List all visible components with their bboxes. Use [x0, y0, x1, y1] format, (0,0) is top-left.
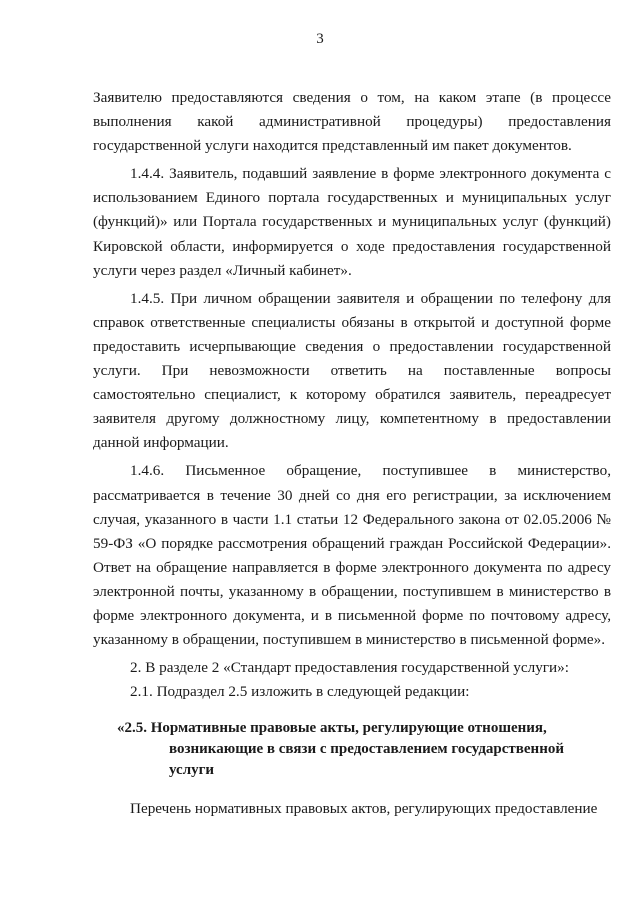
document-body — [93, 86, 611, 821]
heading-line-2: возникающие в связи с предоставлением государственной услуги — [169, 741, 564, 779]
paragraph-1-4-4: 1.4.4. Заявитель, подавший заявление в форме электронного документа с использованием Единого портала государственных и муниципальных услуг (функций)» или Портала государственных и муниципальных услуг (функций) Кировской области, информируется о ходе предоставления государственной услуги через раздел «Личный кабинет». — [93, 165, 611, 279]
section-heading-2-5 — [93, 718, 611, 781]
heading-line-1: «2.5. Нормативные правовые акты, регулирующие отношения, — [117, 720, 547, 737]
paragraph-normative-list: Перечень нормативных правовых актов, регулирующих предоставление — [130, 800, 598, 818]
paragraph-section-2: 2. В разделе 2 «Стандарт предоставления государственной услуги»: — [130, 659, 569, 677]
paragraph-subsection-2-5: 2.1. Подраздел 2.5 изложить в следующей редакции: — [130, 683, 470, 701]
page-number: 3 — [316, 31, 324, 47]
paragraph-1-4-5: 1.4.5. При личном обращении заявителя и обращении по телефону для справок ответственные специалисты обязаны в открытой и доступной форме предоставить исчерпывающие сведения о предоставлении государственной услуги. При невозможности ответить на поставленные вопросы самостоятельно специалист, к которому обратился заявитель, переадресует заявителя другому должностному лицу, компетентному в предоставлении данной информации. — [93, 289, 611, 452]
paragraph-1-4-6: 1.4.6. Письменное обращение, поступившее в министерство, рассматривается в течение 30 дней со дня его регистрации, за исключением случая, указанного в части 1.1 статьи 12 Федерального закона от 02.05.2006 № 59-ФЗ «О порядке рассмотрения обращений граждан Российской Федерации». Ответ на обращение направляется в форме электронного документа по адресу электронной почты, указанному в обращении, поступившем в министерство в форме электронного документа, и в письменной форме по почтовому адресу, указанному в обращении, поступившем в министерство в письменной форме». — [93, 462, 611, 649]
paragraph-info-stage: Заявителю предоставляются сведения о том, на каком этапе (в процессе выполнения какой административной процедуры) предоставления государственной услуги находится представленный им пакет документов. — [93, 89, 611, 155]
